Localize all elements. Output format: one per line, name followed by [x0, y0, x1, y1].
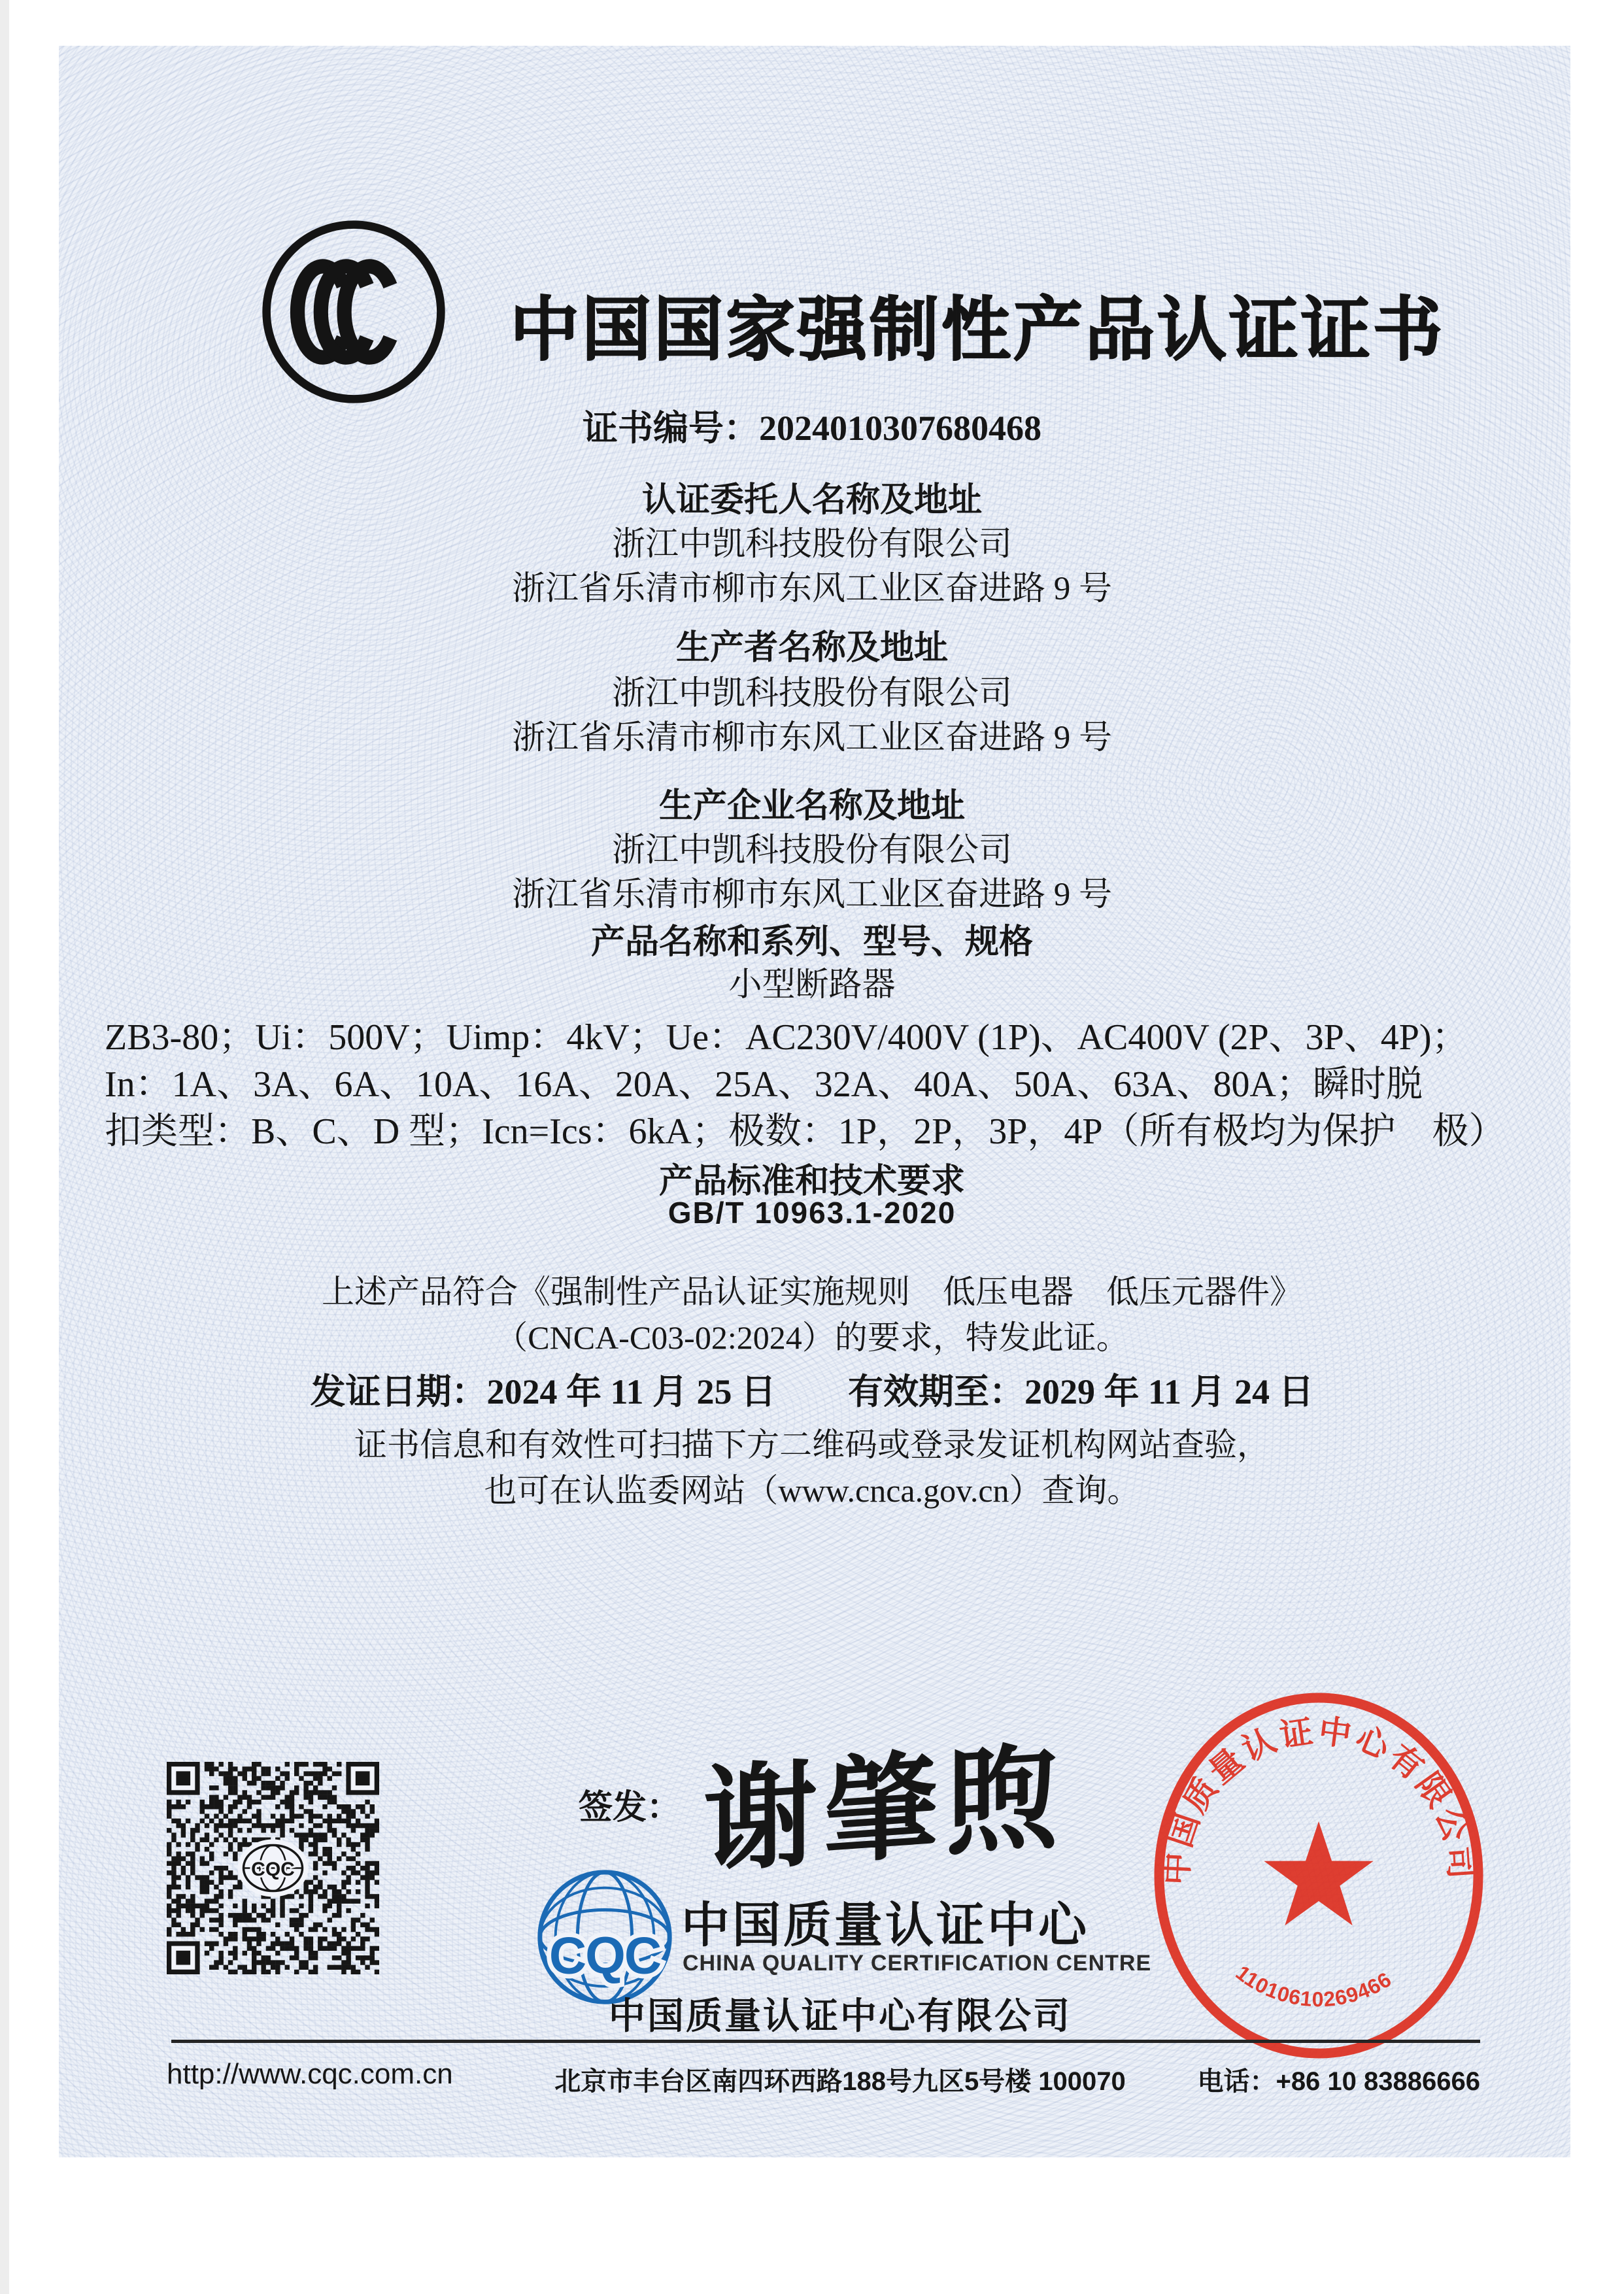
ccc-mark-icon	[259, 217, 448, 407]
issuer-company: 中国质量认证中心有限公司	[609, 1995, 1072, 2036]
footer-phone-number: +86 10 83886666	[1276, 2067, 1480, 2096]
product-heading: 产品名称和系列、型号、规格	[590, 924, 1033, 961]
footer-address: 北京市丰台区南四环西路188号九区5号楼 100070	[554, 2067, 1126, 2096]
footer-divider	[171, 2040, 1480, 2043]
qr-logo-letters: CQC	[251, 1859, 295, 1880]
sign-label: 签发：	[579, 1789, 681, 1827]
footer-website: http://www.cqc.com.cn	[167, 2058, 453, 2090]
statement-line: 上述产品符合《强制性产品认证实施规则 低压电器 低压元器件》	[322, 1274, 1302, 1310]
svg-text:11010610269466	[1232, 1961, 1396, 2011]
seal-star-icon	[1264, 1821, 1373, 1925]
product-name: 小型断路器	[728, 967, 896, 1004]
product-spec-line: 扣类型：B、C、D 型；Icn=Ics：6kA；极数：1P，2P，3P，4P（所有极均为保护 极）	[105, 1111, 1506, 1152]
seal-ring-text: 中国质量认证中心有限公司	[1157, 1712, 1480, 1886]
footer-phone-label: 电话：	[1197, 2067, 1276, 2096]
factory-name: 浙江中凯科技股份有限公司	[611, 832, 1012, 869]
valid-until-date: 2029 年 11 月 24 日	[1024, 1372, 1314, 1411]
applicant-heading: 认证委托人名称及地址	[641, 482, 982, 519]
issuer-signature: 谢肇煦	[703, 1734, 1066, 1887]
factory-address: 浙江省乐清市柳市东风工业区奋进路 9 号	[511, 877, 1112, 913]
producer-heading: 生产者名称及地址	[675, 630, 948, 667]
applicant-name: 浙江中凯科技股份有限公司	[611, 526, 1012, 563]
scan-edge-artifact	[0, 0, 9, 2294]
factory-heading: 生产企业名称及地址	[658, 788, 965, 825]
statement-line: （CNCA-C03-02:2024）的要求，特发此证。	[495, 1319, 1129, 1356]
dates-line	[0, 1364, 1624, 1414]
valid-until-label: 有效期至：	[848, 1372, 1024, 1411]
certificate-title: 中国国家强制性产品认证证书	[510, 292, 1445, 369]
qr-center-cqc-logo	[238, 1840, 309, 1897]
product-spec-line: In：1A、3A、6A、10A、16A、20A、25A、32A、40A、50A、63A、80A；瞬时脱	[105, 1064, 1423, 1105]
cqc-logo-letters: CQC	[549, 1926, 661, 1985]
issuer-name-cn: 中国质量认证中心	[681, 1898, 1089, 1952]
company-seal	[1147, 1688, 1491, 2064]
applicant-address: 浙江省乐清市柳市东风工业区奋进路 9 号	[511, 571, 1112, 607]
producer-name: 浙江中凯科技股份有限公司	[611, 675, 1012, 712]
certificate-number: 2024010307680468	[759, 409, 1041, 448]
footer-phone	[1197, 2061, 1480, 2098]
producer-address: 浙江省乐清市柳市东风工业区奋进路 9 号	[511, 720, 1112, 756]
verify-line: 证书信息和有效性可扫描下方二维码或登录发证机构网站查验，	[354, 1426, 1270, 1463]
verify-line: 也可在认监委网站（www.cnca.gov.cn）查询。	[484, 1472, 1140, 1509]
standard-heading: 产品标准和技术要求	[658, 1163, 965, 1200]
standard-value: GB/T 10963.1-2020	[668, 1196, 956, 1230]
certificate-number-line	[0, 400, 1624, 450]
issue-date-label: 发证日期：	[310, 1372, 487, 1411]
issue-date: 2024 年 11 月 25 日	[486, 1372, 776, 1411]
certificate-number-label: 证书编号：	[583, 409, 759, 448]
product-spec-line: ZB3-80；Ui：500V；Uimp：4kV；Ue：AC230V/400V (1P)、AC400V (2P、3P、4P)；	[105, 1017, 1468, 1058]
qr-code	[167, 1762, 379, 1974]
issuer-name-en: CHINA QUALITY CERTIFICATION CENTRE	[683, 1951, 1152, 1976]
seal-number: 11010610269466	[1231, 1961, 1396, 2012]
